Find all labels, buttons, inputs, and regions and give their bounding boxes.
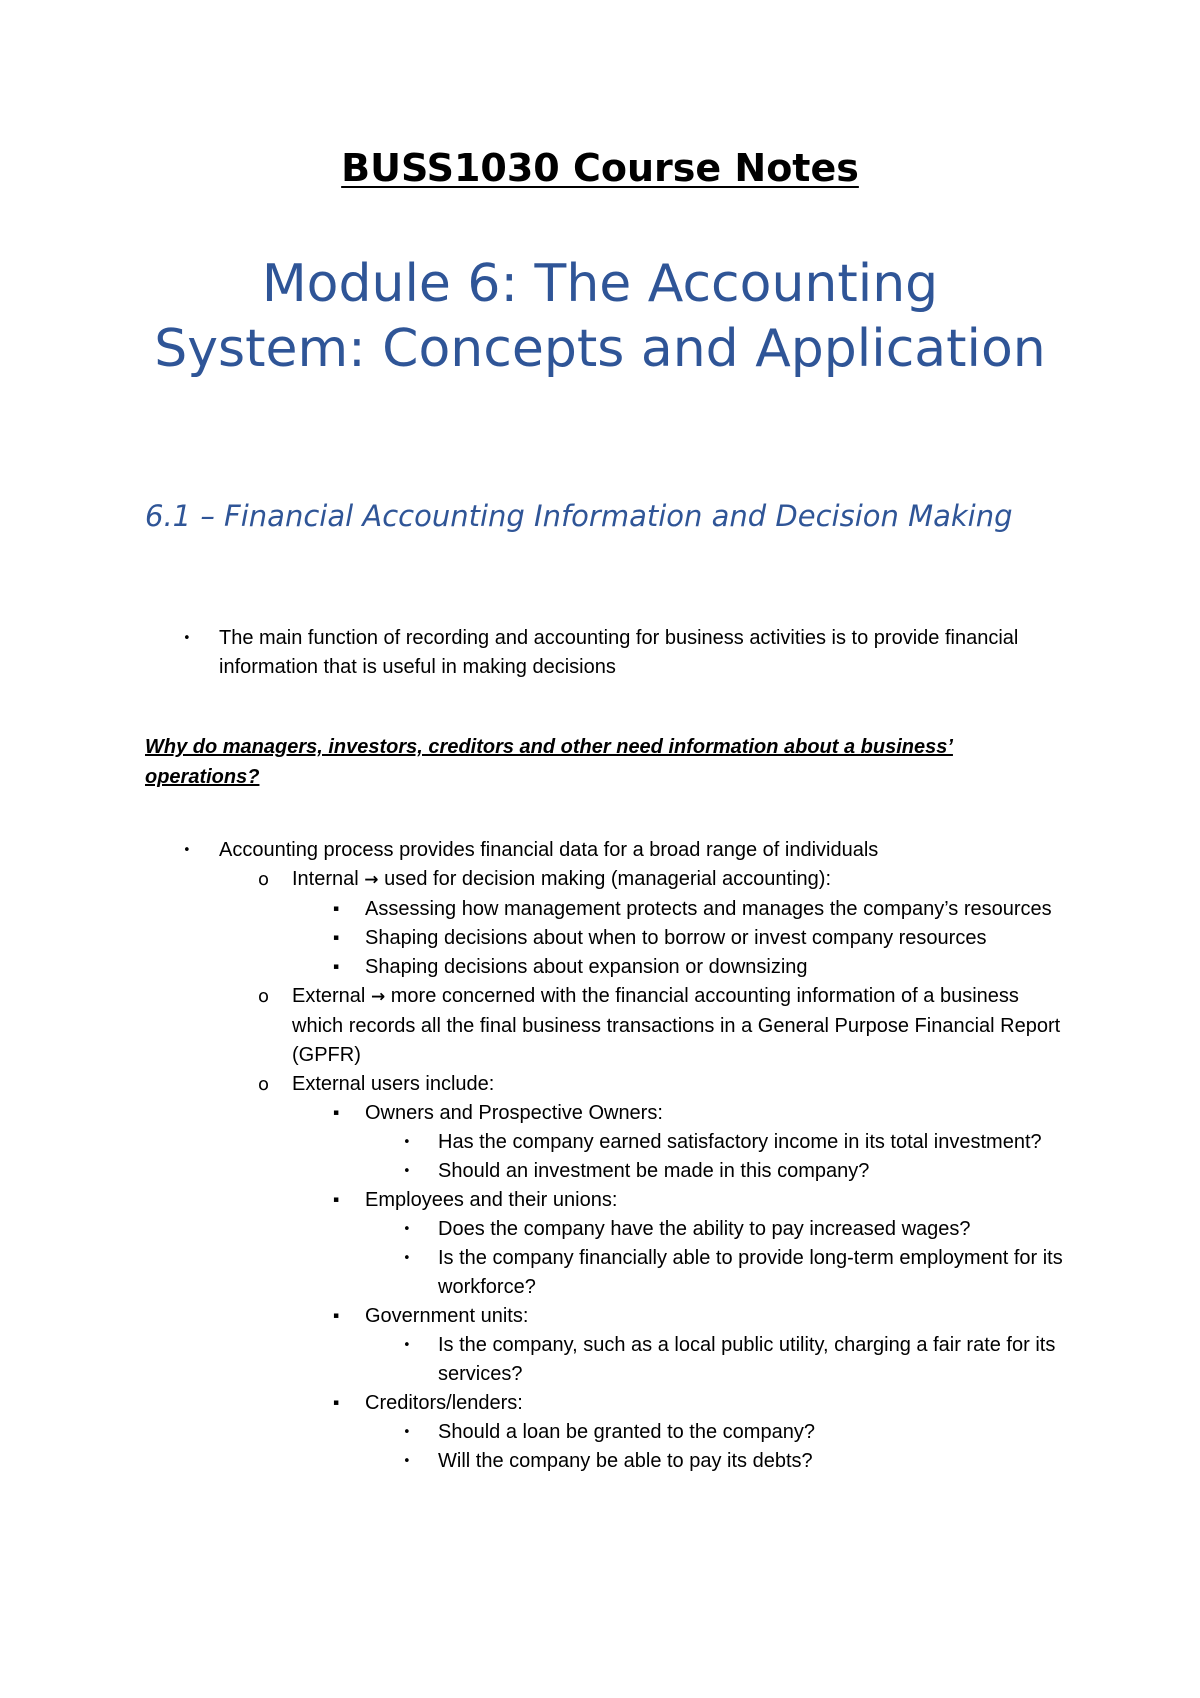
square-bullet-icon: ▪ <box>333 1311 340 1321</box>
bullet-icon: • <box>403 1338 411 1353</box>
user-question: Has the company earned satisfactory income in its total investment? <box>438 1131 1042 1153</box>
list-item <box>145 1331 1070 1389</box>
square-bullet-icon: ▪ <box>333 1195 340 1205</box>
user-group <box>145 1389 1070 1418</box>
bullet-icon: • <box>403 1454 411 1469</box>
bullet-icon: • <box>403 1135 411 1150</box>
circle-bullet-icon: o <box>258 986 270 1007</box>
user-group-name: Employees and their unions: <box>365 1189 618 1211</box>
list-item <box>145 1128 1070 1157</box>
square-bullet-icon: ▪ <box>333 933 340 943</box>
internal-label: Internal <box>292 868 359 890</box>
list-item <box>145 953 1070 982</box>
internal-item-text: Shaping decisions about when to borrow or invest company resources <box>365 927 987 949</box>
user-question: Is the company financially able to provide long-term employment for its workforce? <box>438 1247 1063 1298</box>
internal-item-text: Shaping decisions about expansion or downsizing <box>365 956 808 978</box>
external-item <box>145 982 1070 1070</box>
list-item <box>145 836 1070 865</box>
user-group <box>145 1186 1070 1215</box>
circle-bullet-icon: o <box>258 1074 270 1095</box>
arrow-right-icon: → <box>370 987 386 1007</box>
bullet-icon: • <box>183 843 191 858</box>
square-bullet-icon: ▪ <box>333 962 340 972</box>
user-group-name: Government units: <box>365 1305 529 1327</box>
user-question: Will the company be able to pay its debts? <box>438 1450 813 1472</box>
module-title: Module 6: The Accounting System: Concepts and Application <box>154 254 1046 379</box>
list-item <box>145 624 1045 682</box>
internal-description: used for decision making (managerial accounting): <box>384 868 831 890</box>
list-item <box>145 1418 1070 1447</box>
document-title: BUSS1030 Course Notes <box>341 146 859 190</box>
bullet-icon: • <box>403 1222 411 1237</box>
internal-item <box>145 865 1070 895</box>
bullet-icon: • <box>183 631 191 646</box>
circle-bullet-icon: o <box>258 869 270 890</box>
list-item <box>145 895 1070 924</box>
external-users-label: External users include: <box>292 1073 495 1095</box>
external-users-item <box>145 1070 1070 1099</box>
internal-item-text: Assessing how management protects and manages the company’s resources <box>365 898 1052 920</box>
arrow-right-icon: → <box>364 870 379 890</box>
list-item <box>145 1215 1070 1244</box>
square-bullet-icon: ▪ <box>333 1398 340 1408</box>
user-group <box>145 1099 1070 1128</box>
user-group-name: Owners and Prospective Owners: <box>365 1102 663 1124</box>
user-question: Does the company have the ability to pay increased wages? <box>438 1218 971 1240</box>
square-bullet-icon: ▪ <box>333 904 340 914</box>
user-question: Is the company, such as a local public utility, charging a fair rate for its services? <box>438 1334 1056 1385</box>
external-description: more concerned with the financial accounting information of a business which records all the final business transactions in a General Purpose Financial Report (GPFR) <box>292 985 1061 1066</box>
section-heading: 6.1 – Financial Accounting Information and Decision Making <box>145 499 1013 533</box>
square-bullet-icon: ▪ <box>333 1108 340 1118</box>
intro-bullet-list <box>145 624 1045 682</box>
user-question: Should a loan be granted to the company? <box>438 1421 815 1443</box>
list-item <box>145 1447 1070 1476</box>
main-bullet-text: Accounting process provides financial data for a broad range of individuals <box>219 839 879 861</box>
list-item <box>145 1157 1070 1186</box>
list-item <box>145 924 1070 953</box>
user-group-name: Creditors/lenders: <box>365 1392 523 1414</box>
external-label: External <box>292 985 366 1007</box>
accounting-outline <box>145 836 1070 1476</box>
list-item <box>145 1244 1070 1302</box>
user-group <box>145 1302 1070 1331</box>
section-question: Why do managers, investors, creditors and other need information about a business’ operations? <box>145 736 953 788</box>
bullet-icon: • <box>403 1164 411 1179</box>
user-question: Should an investment be made in this company? <box>438 1160 870 1182</box>
intro-bullet-text: The main function of recording and accounting for business activities is to provide financial information that is useful in making decisions <box>219 627 1019 678</box>
bullet-icon: • <box>403 1425 411 1440</box>
bullet-icon: • <box>403 1251 411 1266</box>
